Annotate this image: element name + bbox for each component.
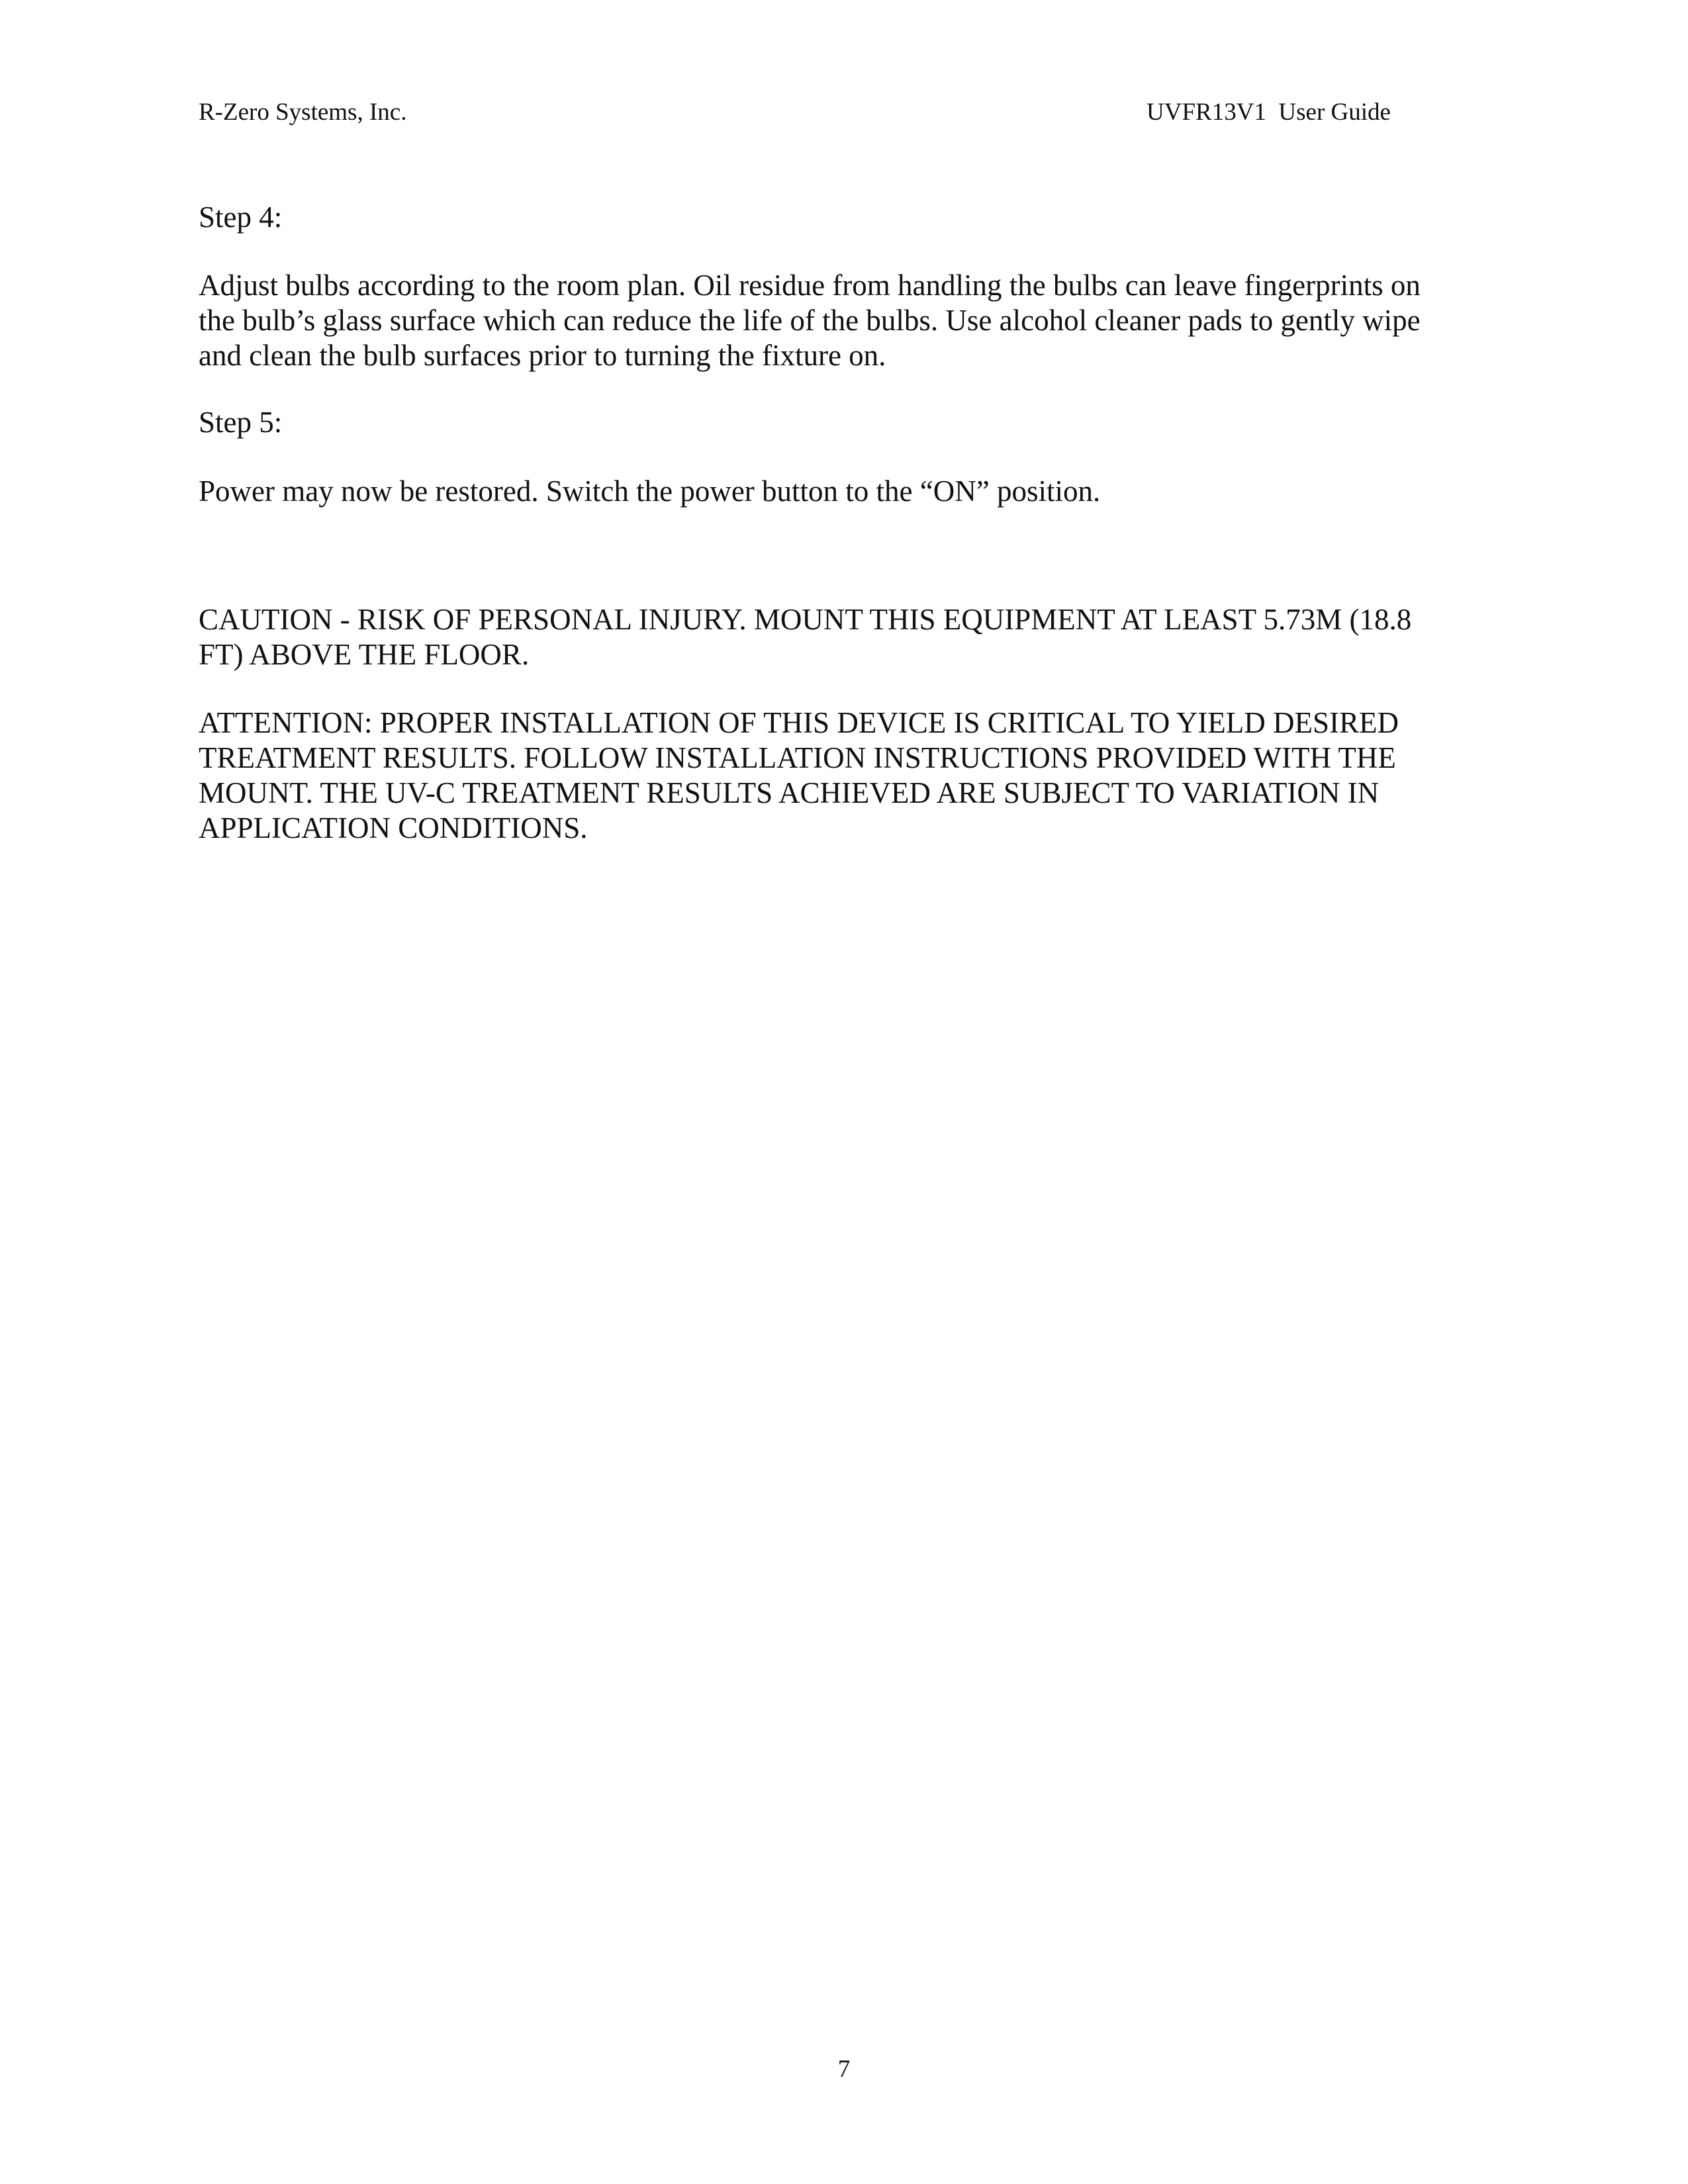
header-document-title: UVFR13V1 User Guide (1147, 99, 1391, 126)
step4-body: Adjust bulbs according to the room plan. Oil residue from handling the bulbs can leave fingerprints on the bulb’s glass surface which can reduce the life of the bulbs. Use alcohol cleaner pads to gently wipe and clean the bulb surfaces prior to turning the fixture on. (199, 269, 1421, 372)
attention-notice: ATTENTION: PROPER INSTALLATION OF THIS DEVICE IS CRITICAL TO YIELD DESIRED TREATMENT RESULTS. FOLLOW INSTALLATION INSTRUCTIONS PROVIDED WITH THE MOUNT. THE UV-C TREATMENT RESULTS ACHIEVED ARE SUBJECT TO VARIATION IN APPLICATION CONDITIONS. (199, 706, 1399, 844)
step4-heading: Step 4: (199, 201, 283, 234)
caution-notice: CAUTION - RISK OF PERSONAL INJURY. MOUNT THIS EQUIPMENT AT LEAST 5.73M (18.8 FT) ABOVE THE FLOOR. (199, 603, 1412, 671)
page-number: 7 (837, 2056, 851, 2083)
step5-heading: Step 5: (199, 406, 283, 439)
header-company: R-Zero Systems, Inc. (199, 99, 407, 126)
step5-body: Power may now be restored. Switch the power button to the “ON” position. (199, 475, 1101, 508)
